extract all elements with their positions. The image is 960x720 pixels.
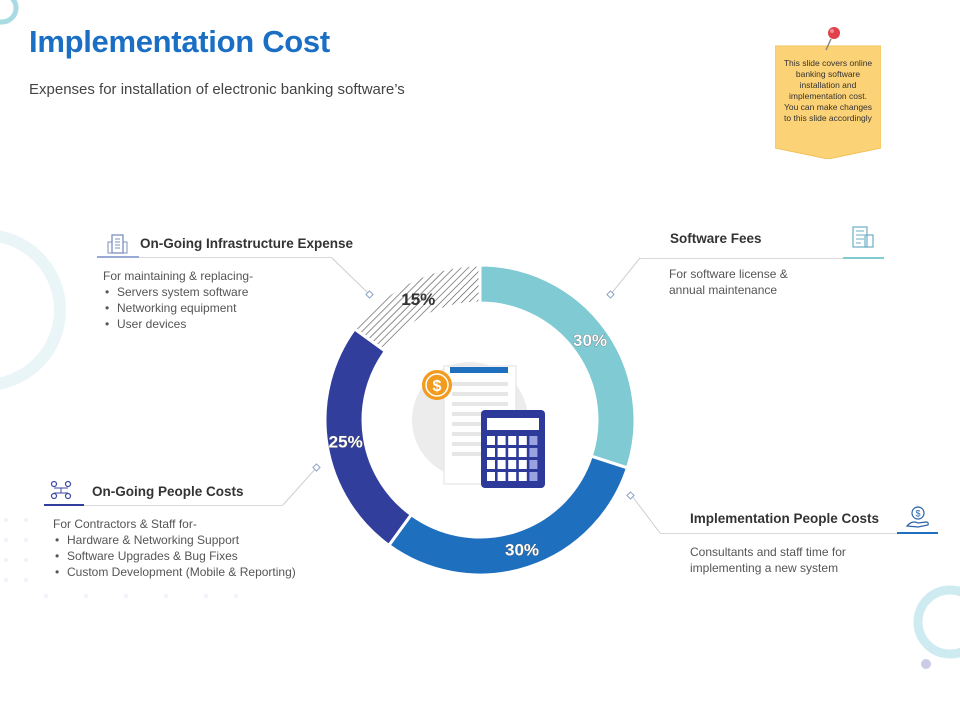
page-title: Implementation Cost: [29, 24, 330, 59]
infrastructure-heading: On-Going Infrastructure Expense: [140, 236, 354, 251]
connector-implementation: [632, 496, 660, 533]
calculator-key: [519, 436, 527, 445]
connector-infrastructure: [332, 258, 370, 295]
calculator-key: [529, 460, 537, 469]
calculator-icon: [481, 410, 545, 488]
calculator-key: [508, 448, 516, 457]
infrastructure-intro: For maintaining & replacing-: [103, 269, 254, 283]
dollar-coin-icon: [422, 370, 452, 400]
implementation-text-line-2: implementing a new system: [690, 561, 839, 575]
implementation-heading: Implementation People Costs: [690, 511, 880, 526]
connector-software: [611, 258, 640, 294]
software-text-line-1: For software license &: [669, 267, 788, 281]
svg-text:$: $: [915, 508, 921, 519]
calculator-key: [498, 460, 506, 469]
calculator-key: [498, 448, 506, 457]
svg-text:$: $: [432, 378, 442, 395]
people-heading: On-Going People Costs: [92, 484, 244, 499]
calculator-key: [519, 472, 527, 481]
list-item: • Software Upgrades & Bug Fixes: [53, 548, 296, 564]
implementation-text-line-1: Consultants and staff time for: [690, 545, 846, 559]
calculator-key: [529, 472, 537, 481]
calculator-key: [508, 436, 516, 445]
connector-people: [283, 467, 317, 505]
calculator-key: [487, 460, 495, 469]
list-item: • User devices: [103, 316, 253, 332]
slice-label-infrastructure-expense: 15%: [401, 289, 436, 309]
slice-label-software-fees: 30%: [573, 331, 608, 351]
page-subtitle: Expenses for installation of electronic banking software’s: [29, 81, 405, 98]
calculator-key: [498, 436, 506, 445]
slice-label-implementation-people-costs: 30%: [505, 540, 540, 560]
center-illustration: [412, 362, 545, 488]
calculator-key: [519, 460, 527, 469]
calculator-key: [487, 436, 495, 445]
calculator-key: [519, 448, 527, 457]
calculator-key: [529, 436, 537, 445]
list-item: • Custom Development (Mobile & Reporting): [53, 564, 296, 580]
calculator-key: [508, 472, 516, 481]
software-text-line-2: annual maintenance: [669, 283, 778, 297]
list-item: • Hardware & Networking Support: [53, 532, 296, 548]
calculator-key: [487, 472, 495, 481]
calculator-key: [498, 472, 506, 481]
slice-label-people-costs: 25%: [328, 432, 363, 452]
calculator-key: [487, 448, 495, 457]
note-text: This slide covers online banking software installation and implementation cost. You can make changes to this slide accordingly: [783, 58, 873, 123]
people-intro: For Contractors & Staff for-: [53, 517, 197, 531]
calculator-key: [508, 460, 516, 469]
software-heading: Software Fees: [670, 231, 762, 246]
list-item: • Networking equipment: [103, 300, 253, 316]
calculator-key: [529, 448, 537, 457]
list-item: • Servers system software: [103, 284, 253, 300]
